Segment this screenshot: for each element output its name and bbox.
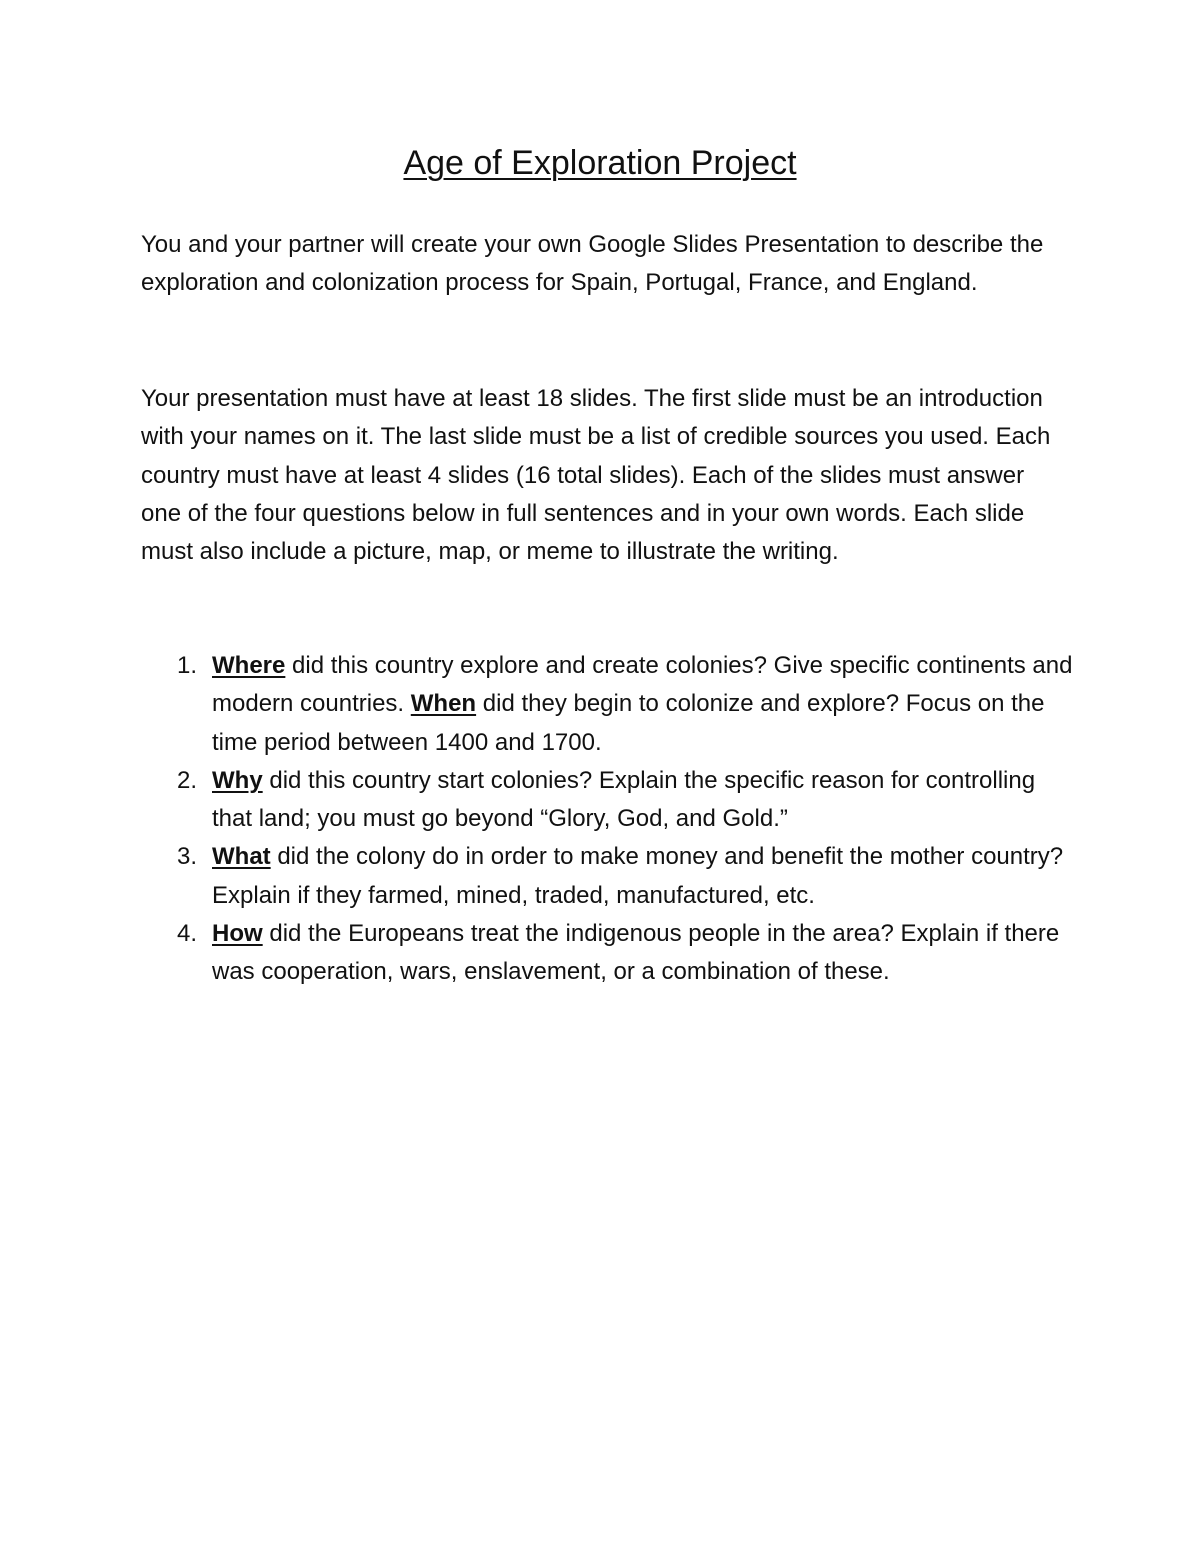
question-number: 1.	[177, 652, 198, 679]
question-item-2	[141, 762, 1081, 839]
question-item-1	[141, 647, 1081, 762]
question-number: 2.	[177, 766, 198, 794]
intro-paragraph: You and your partner will create your own Google Slides Presentation to describe the exploration and colonization process for Spain, Portugal, France, and England.	[141, 231, 1044, 297]
question-keyword: Why	[212, 766, 263, 794]
question-number: 4.	[177, 920, 198, 948]
question-list	[141, 647, 1081, 992]
question-keyword: How	[212, 920, 263, 948]
question-text: did the colony do in order to make money and benefit the mother country? Explain if they farmed, mined, traded, manufactured, etc.	[212, 843, 1064, 909]
question-item-4	[141, 915, 1081, 992]
requirements-paragraph: Your presentation must have at least 18 slides. The first slide must be an introduction with your names on it. The last slide must be a list of credible sources you used. Each country must have at least 4 slides (16 total slides). Each of the slides must answer one of the four questions below in full sentences and in your own words. Each slide must also include a picture, map, or meme to illustrate the writing.	[141, 385, 1051, 566]
question-number: 3.	[177, 843, 198, 871]
question-text: did this country explore and create colonies? Give specific continents and modern countries.	[212, 652, 1073, 718]
question-item-3	[141, 838, 1081, 915]
question-text: did they begin to colonize and explore? Focus on the time period between 1400 and 1700.	[212, 690, 1045, 756]
question-keyword: When	[410, 690, 477, 718]
question-text: did the Europeans treat the indigenous people in the area? Explain if there was cooperation, wars, enslavement, or a combination of these.	[212, 920, 1060, 986]
question-text: did this country start colonies? Explain the specific reason for controlling that land; you must go beyond “Glory, God, and Gold.”	[212, 766, 1036, 833]
document-title: Age of Exploration Project	[403, 144, 797, 182]
question-keyword: Where	[212, 652, 286, 679]
question-keyword: What	[212, 843, 271, 871]
